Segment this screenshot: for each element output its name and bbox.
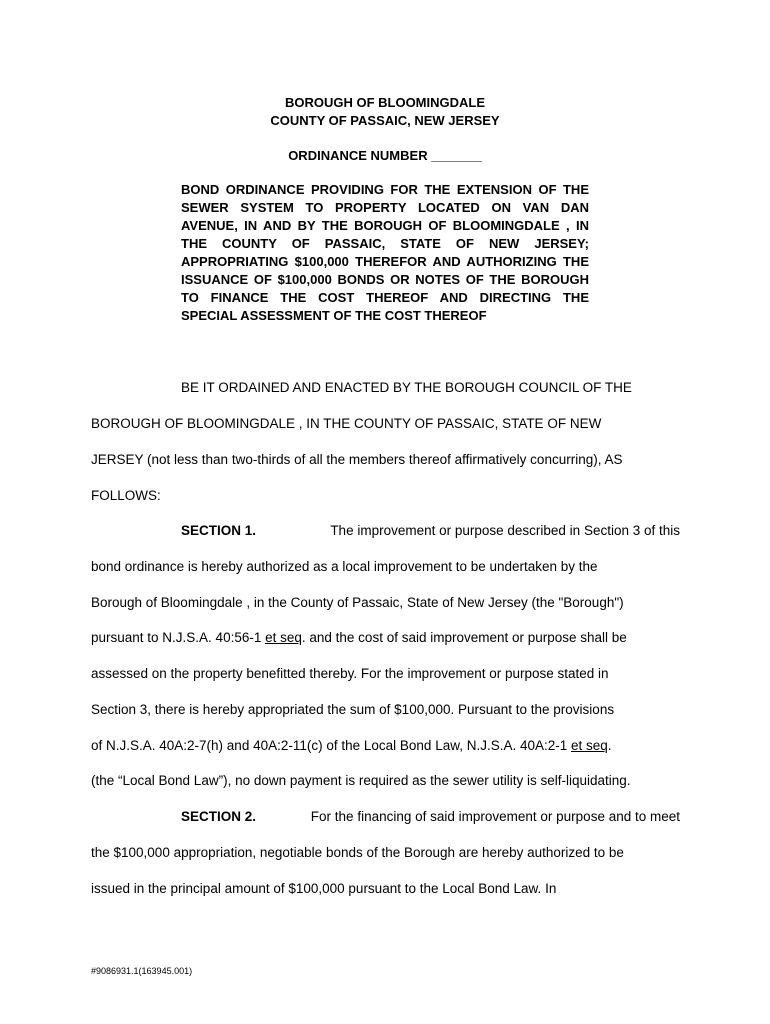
section1-text: bond ordinance is hereby authorized as a local improvement to be undertaken by the bbox=[91, 559, 598, 574]
section1-text: assessed on the property benefitted thereby. For the improvement or purpose stated in bbox=[91, 666, 609, 681]
section2-line bbox=[91, 844, 680, 862]
section1-line bbox=[91, 594, 680, 612]
ordinance-title: BOND ORDINANCE PROVIDING FOR THE EXTENSION OF THE SEWER SYSTEM TO PROPERTY LOCATED ON VAN DAN AVENUE, IN AND BY THE BOROUGH OF BLOOMINGDALE , IN THE COUNTY OF PASSAIC, STATE OF NEW JERSEY; APPROPRIATING $100,000 THEREFOR AND AUTHORIZING THE ISSUANCE OF $100,000 BONDS OR NOTES OF THE BOROUGH TO FINANCE THE COST THEREOF AND DIRECTING THE SPECIAL ASSESSMENT OF THE COST THEREOF bbox=[181, 182, 589, 323]
document-footer-id: #9086931.1(163945.001) bbox=[91, 966, 193, 976]
section1-text-part: pursuant to N.J.S.A. 40:56-1 bbox=[91, 630, 266, 645]
section1-heading: SECTION 1. bbox=[181, 523, 257, 538]
section1-line bbox=[91, 665, 680, 683]
section2-text: For the financing of said improvement or purpose and to meet bbox=[310, 809, 680, 824]
section1-text-part: . bbox=[607, 738, 612, 753]
preamble-line bbox=[91, 451, 680, 469]
header-borough: BOROUGH OF BLOOMINGDALE bbox=[284, 95, 486, 110]
section1-text: Section 3, there is hereby appropriated the sum of $100,000. Pursuant to the provisions bbox=[91, 702, 615, 717]
section2-text: issued in the principal amount of $100,000 pursuant to the Local Bond Law. In bbox=[91, 881, 557, 896]
section1-line bbox=[91, 629, 680, 647]
section1-line bbox=[91, 772, 680, 790]
section1-line bbox=[91, 737, 680, 755]
section1-text: Borough of Bloomingdale , in the County of Passaic, State of New Jersey (the "Borough") bbox=[91, 595, 624, 610]
preamble-text: BE IT ORDAINED AND ENACTED BY THE BOROUGH COUNCIL OF THE bbox=[181, 380, 632, 395]
section1-text-part: . and the cost of said improvement or purpose shall be bbox=[301, 630, 627, 645]
section2-heading: SECTION 2. bbox=[181, 809, 257, 824]
section1-text bbox=[91, 737, 612, 755]
section2-line bbox=[181, 808, 680, 826]
section2-line bbox=[91, 880, 680, 898]
section1-text bbox=[91, 629, 627, 647]
preamble-text: BOROUGH OF BLOOMINGDALE , IN THE COUNTY OF PASSAIC, STATE OF NEW bbox=[91, 416, 602, 431]
preamble-line bbox=[91, 415, 680, 433]
section2-text: the $100,000 appropriation, negotiable bonds of the Borough are hereby authorized to be bbox=[91, 845, 624, 860]
ordinance-number: ORDINANCE NUMBER _______ bbox=[288, 148, 482, 163]
preamble-line bbox=[91, 487, 680, 505]
section1-text: The improvement or purpose described in Section 3 of this bbox=[330, 523, 680, 538]
section1-line bbox=[181, 522, 680, 540]
section1-text-part: of N.J.S.A. 40A:2-7(h) and 40A:2-11(c) of the Local Bond Law, N.J.S.A. 40A:2-1 bbox=[91, 738, 572, 753]
preamble-line bbox=[181, 379, 680, 397]
preamble-text: FOLLOWS: bbox=[91, 488, 161, 503]
et-seq-underlined: et seq bbox=[265, 630, 302, 645]
header-county: COUNTY OF PASSAIC, NEW JERSEY bbox=[270, 113, 500, 128]
section1-line bbox=[91, 558, 680, 576]
section1-text: (the “Local Bond Law”), no down payment is required as the sewer utility is self-liquidating. bbox=[91, 773, 631, 788]
preamble-text: JERSEY (not less than two-thirds of all the members thereof affirmatively concurring), AS bbox=[91, 452, 623, 467]
section1-line bbox=[91, 701, 680, 719]
et-seq-underlined: et seq bbox=[571, 738, 608, 753]
